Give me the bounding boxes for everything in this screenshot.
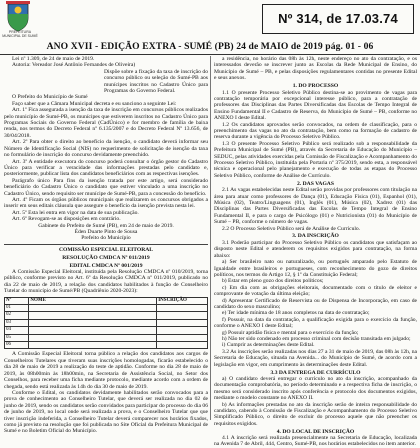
cell-number: 03: [5, 319, 29, 326]
cell-inscription: [157, 319, 208, 326]
cell-number: 04: [5, 327, 29, 334]
article-6: Art. 6º Revogam-se as disposições em contrário.: [12, 216, 121, 223]
right-column: [214, 56, 417, 448]
table-row: [5, 342, 208, 349]
table-row: [5, 334, 208, 341]
masthead: [0, 0, 420, 40]
cell-name: [29, 334, 157, 341]
cell-number: 02: [5, 312, 29, 319]
commission-heading: COMISSÃO ESPECIAL ELEITORAL: [58, 246, 154, 253]
req-b: b) Estar em pleno gozo dos direitos políticos;: [222, 278, 324, 285]
article-5: Art. 5º Esta lei entra em vigor na data de sua publicação.: [12, 209, 139, 216]
req-d: d) Apresentar Certificado de Reservista ou de Dispensa de Incorporação, em caso de candidato do sexo masculino;: [214, 297, 417, 310]
cell-inscription: [157, 312, 208, 319]
req-i: i) Cumprir as determinações deste Edital.: [222, 342, 315, 349]
commission-intro: A Comissão Especial Eleitoral, instituída pela Resolução CMDCA nº 010/2019, torna público, conforme previsto no Art. 6º da Resolução CMDCA nº 011/2019, publicado no dia 22 de maio de 2019, a relação dos candidatos habilitados à função de Conselheiro Tutelar do município de Sumé/PB (Quadriênio 2020-2023):: [4, 269, 208, 295]
table-row: [5, 319, 208, 326]
article-1: Art. 1º Fica assegurada a isenção da taxa de inscrição em concursos públicos realizados pelo município de Sumé-PB, os munícipes que estiverem inscritos no Cadastro Único para Programas Sociais do Governo Federal (CadÚnico) e for membro de família de baixa renda, nos termos do Decreto Federal nº 6.135/2007 e do Decreto Federal Nº 13.656, de 30/04/2018.: [4, 107, 208, 139]
cell-inscription: [157, 327, 208, 334]
edital-heading: EDITAL CMDCA Nº 001/2019: [69, 262, 143, 269]
edital-intro: a residência, no horário das 08h às 12h, neste endereço no ato da contratação, e os interessados deverão se inscrever junto as Escolas da Rede Municipal de Ensino, do Município de Sumé – PB, e pelas disposições regulamentares contidas no presente Edital e seus anexos.: [214, 56, 417, 82]
cell-name: [29, 327, 157, 334]
item-3-2: 3.2 As inscrições serão realizadas nos dias 27 a 31 de maio de 2019, das 08h às 12h, na Secretaria de Educação, situada na Avenida... do Município de Sumé, de acordo com a legislação em vigor, em cumprimento às determinações deste Edital.: [214, 348, 417, 368]
cell-name: [29, 342, 157, 349]
paragraph-unique: Parágrafo único Para fins da isenção tratada por este artigo, será considerado beneficiário do Cadastro Único o candidato que estiver vinculado a uma inscrição no Cadastro Único, sendo requisito ser munícipe de Sumé-PB, para a concessão do benefício.: [4, 177, 208, 197]
item-1-3: 1.3 O presente Processo Seletivo Público será realizado sob a responsabilidade da Prefeitura Municipal de Sumé (PB), através da Secretaria de Educação do Município – SEDUC, pelas atividades exercidas pela Comissão de Fiscalização e Acompanhamento do Processo Seletivo Público, instituída pela Portaria nº 375/2019, sendo esta, a responsável técnica e operacional pelo planejamento e execução de todas as etapas do Processo Seletivo Público, conforme de Análise de Currículo.: [214, 140, 417, 179]
item-3-1: 3.1 Poderão participar do Processo Seletivo Público os candidatos que satisfaçam ao disposto neste Edital e atenderem os requisitos exigidos para contratação, na forma abaixo:: [214, 239, 417, 259]
left-column: [4, 56, 208, 435]
article-4: Art. 4º Ficam os órgãos públicos municipais que realizarem os concursos obrigados a inserir em seus editais cláusula que assegure o benefício da isenção prevista nesta lei.: [4, 196, 208, 210]
section-heading-process: 1. DO PROCESSO: [292, 83, 339, 90]
candidates-table: [4, 297, 208, 350]
edition-line: [0, 40, 420, 55]
item-2-1: 2.1 As vagas estabelecidas neste Edital serão providas por professores com titulação na área para atuar como professores de Dança (01), Educação Física (01), Espanhol (01), Música (02), Teatro/Linguagens (01), Inglês (01), Música (02), Xadrez (01) das Disciplinas das Partes Diversificadas das Escolas de Tempo Integral de Ensino Fundamental II, e para o cargo de Psicólogo (01) e Nutricionista (01) do Município de Sumé – PB, conforme o número de vagas.: [214, 187, 417, 226]
law-number: Lei nº 1.309, de 24 de maio de 2019.: [12, 56, 95, 62]
article-2: Art. 2º Para obter o direito ao benefício da isenção, o candidato deverá informar seu Número de Identificação Social (NIS) no requerimento de solicitação de isenção da taxa no formulário de inscrição do concurso devidamente preenchido.: [4, 139, 208, 159]
article-3: Art. 3º A entidade executora do concurso poderá consultar o órgão gestor do Cadastro Único para verificar a veracidade das informações prestadas pelo candidato e, posteriormente, publicar lista dos candidatos beneficiários com as respectivas isenções.: [4, 158, 208, 178]
table-row: [5, 312, 208, 319]
signature-place-date: Gabinete do Prefeito de Sumé (PB), em 24 de maio de 2019.: [38, 222, 174, 229]
signature-role: Prefeito do Município: [81, 235, 131, 242]
section-heading-curriculo: 3.3 DA ENTREGA DE CURRÍCULO: [270, 369, 361, 376]
req-g: g) Possuir aptidão física e mental para o exercício da função;: [222, 329, 359, 336]
issue-number: Nº 314, de 17.03.74: [262, 4, 414, 34]
cell-inscription: [157, 342, 208, 349]
table-row: [5, 305, 208, 312]
col-header-inscription: INSCRIÇÃO: [157, 297, 208, 304]
edition-text: ANO XVII - EDIÇÃO EXTRA - SUMÉ (PB) 24 de MAIO de 2019 pág. 01 - 06: [46, 41, 374, 52]
enactment-line: Faço saber que a Câmara Municipal decreta e eu sanciono a seguinte Lei:: [12, 100, 177, 107]
cell-name: [29, 312, 157, 319]
mayor-line: O Prefeito do Município de Sumé: [12, 94, 88, 101]
item-1-1: 1.1 O presente Processo Seletivo Público destina-se ao provimento de vagas para contratação temporária por excepcional interesse público, para a contratação de professores das Disciplinas das Partes Diversificadas das Escolas de Tempo Integral de Ensino Fundamental II e Cadastro de Reserva, do Município de Sumé – PB, conforme no ANEXO I deste Edital.: [214, 89, 417, 122]
req-h: h) Não ter sido condenado em processo criminal com decisão transitada em julgado;: [222, 335, 411, 342]
item-1-2: 1.2 Os candidatos aprovados serão convocados, na ordem de classificação, para o preenchimento das vagas no ato da contratação, bem como na formação de cadastro de reserva durante a vigência do Processo Seletivo Público.: [214, 121, 417, 141]
item-4-1: 4.1 A inscrição será realizada presencialmente na Secretaria de Educação, localizada na Avenida 7 de Abril, 444, Centro, Sumé-PB, nos horários estabelecidos no item anterior.: [214, 435, 417, 448]
req-e: e) Ter idade mínima de 18 anos completos na data de contratação;: [222, 310, 370, 317]
law-author: Autoria: Vereador José Antônio Fernandes de Oliveira): [12, 62, 136, 69]
item-2-2: 2.2 O Processo Seletivo Público será de Análise de Currículo.: [222, 225, 361, 232]
col-header-name: NOME: [29, 297, 157, 304]
cell-number: 06: [5, 342, 29, 349]
section-heading-inscricao: 3. DA INSCRIÇÃO: [292, 233, 339, 240]
law-summary: Dispõe sobre a fixação da taxa de inscrição do concurso público ou seleção do Sumé-PB aos munícipes inscritos no Cadastro Único para Programas do Governo Federal.: [104, 68, 208, 95]
curriculo-a: a) O candidato deverá entregar o currículo no ato da inscrição, acompanhado da documentação comprobatória, no período determinado e a respectiva ficha de inscrição, o mesmo será considerado inscrito após conferência e protocolo dos documentos exigidos, mediante o modelo constante no ANEXO II.: [214, 375, 417, 402]
col-header-number: Nº: [5, 297, 29, 304]
convocation-text: Conforme o Edital, os candidatos devidamente habilitados serão convocados para a prova de conhecimento ao Conselheiro Tutelar, que deverá ser realizada no dia 02 de junho de 2019, sendo os candidatos serão convidados para participar do processo do dia 06 de junho de 2019, no local onde será realizada a prova, e o Conselheiro Tutelar que que tiver inscrição indeferida, a Conselheiro Tutelar deverá comparecer nos horários fixados, como já previsto na resolução que foi publicada no Site Oficial da Prefeitura Municipal de Sumé e no Boletim Oficial do Município.: [4, 389, 208, 435]
cell-inscription: [157, 305, 208, 312]
req-a: a) Ser brasileiro nato ou naturalizado, ou português amparado pelo Estatuto de Igualdade entre brasileiros e portugueses, com reconhecimento do gozo de direitos políticos, nos termos do Artigo 12, § 1º da Constituição Federal;: [214, 259, 417, 278]
req-f: f) Possuir, na data da contratação, a qualificação exigida para o exercício da função, conforme o ANEXO I deste Edital;: [214, 316, 417, 330]
cell-name: [29, 319, 157, 326]
signature-name: Éden Duarte Pinto de Sousa: [74, 228, 138, 235]
cell-inscription: [157, 334, 208, 341]
cell-number: 01: [5, 305, 29, 312]
cell-number: 05: [5, 334, 29, 341]
section-divider: [4, 244, 208, 245]
cell-name: [29, 305, 157, 312]
curriculo-b: b) As informações prestadas no ato da inscrição serão de inteira responsabilidade do candidato, cabendo à Comissão de Fiscalização e Acompanhamento do Processo Seletivo Simplificado Público, o direito de excluir do processo aquele que não preencher os requisitos exigidos.: [214, 401, 417, 427]
crest-caption: PREFEITURA MUNICIPAL DE SUMÉ: [2, 30, 38, 38]
section-heading-vagas: 2. DAS VAGAS: [297, 180, 334, 187]
homologation-text: A Comissão Especial Eleitoral torna público a relação dos candidatos aos cargos de Conselheiros Tutelares que tiveram suas inscrições homologadas, ficarão estabelecido o dia 28 de maio de 2019 a realização do teste de aptidão. Conforme no dia 28 de maio de 2019, às 08h00min às 18h00min, na Secretaria de Assistência Social, no Setor dos Conselhos, para receber uma ficha mediante protocolo, mediante acordo com a ordem de chegada, sendo está realizada às 14h do dia 30 de maio de 2019.: [4, 351, 208, 390]
resolution-heading: RESOLUÇÃO CMDCA Nº 011/2019: [62, 254, 150, 261]
section-heading-local: 4. DO LOCAL DE INSCRIÇÃO: [276, 428, 355, 435]
table-row: [5, 327, 208, 334]
municipal-crest-icon: [4, 0, 32, 32]
column-divider: [210, 56, 211, 420]
req-c: c) Em dia com as obrigações eleitorais, documentado com o título de eleitor e comprovante de votação da última eleição;: [214, 284, 417, 298]
